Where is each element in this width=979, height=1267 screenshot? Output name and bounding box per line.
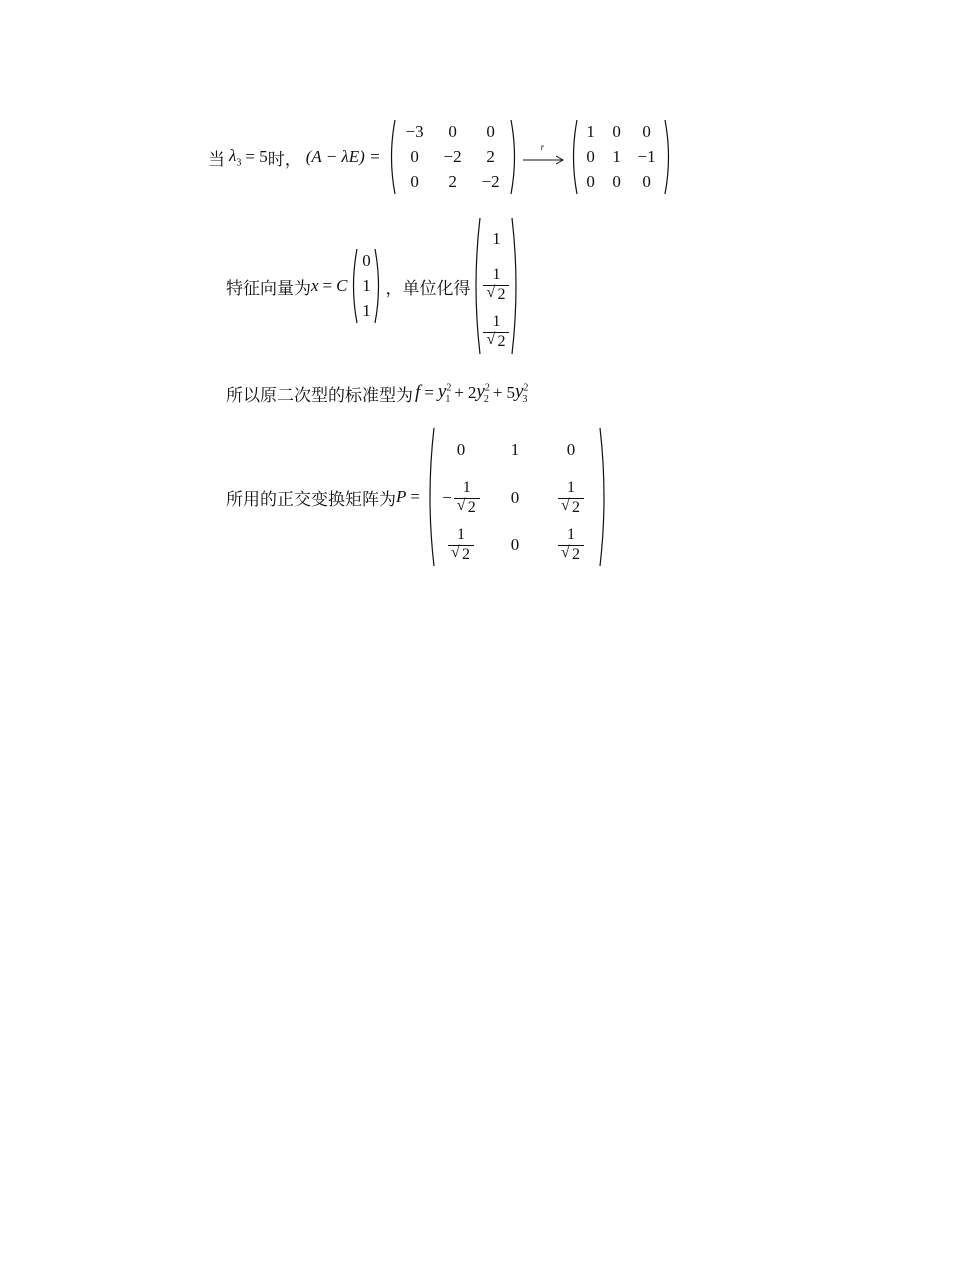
equals-sign: =: [424, 383, 434, 402]
term-y2: [476, 381, 488, 404]
orthogonal-matrix-line: [226, 426, 610, 568]
fraction-one-over-sqrt2: [558, 480, 584, 516]
matrix-cell: 0: [410, 146, 419, 166]
lambda-symbol: [229, 146, 241, 168]
subscript: 3: [522, 393, 528, 405]
matrix-cell: 0: [586, 171, 595, 191]
var-c: C: [336, 276, 348, 295]
matrix-cell: 0: [566, 440, 576, 459]
eigenvector-line: [226, 216, 522, 356]
fraction-denominator: [558, 545, 584, 563]
fraction-denominator: [558, 498, 584, 516]
unit-vector-cell: 1: [492, 229, 501, 248]
standard-form-line: [226, 380, 527, 406]
right-paren: [374, 248, 383, 324]
sqrt-symbol: [561, 499, 581, 516]
sqrt-radicand: 2: [571, 546, 580, 563]
matrix-cell: −2: [481, 171, 500, 191]
matrix-cell: 0: [642, 171, 651, 191]
fraction-one-over-sqrt2: [483, 314, 509, 350]
row-reduction-arrow-icon: [523, 142, 565, 163]
matrix-b-cells: [578, 119, 664, 195]
term-y1: [438, 381, 450, 404]
fraction-one-over-sqrt2: [448, 527, 474, 563]
vector-cell: 0: [362, 250, 371, 270]
matrix-cell: −1: [637, 146, 656, 166]
superscript: 2: [446, 382, 452, 394]
var-y: y: [514, 381, 524, 403]
standard-form-prefix: 所以原二次型的标准型为: [226, 385, 413, 405]
matrix-cell: 1: [510, 440, 520, 459]
minus-sign: −: [442, 488, 452, 507]
matrix-a-minus-lambda-e: [387, 119, 519, 195]
matrix-cell: 0: [486, 121, 495, 141]
fraction-numerator: 1: [492, 266, 501, 283]
matrix-cell: 2: [448, 171, 457, 191]
matrix-cell: 0: [642, 121, 651, 141]
left-paren: [387, 119, 396, 195]
equals-sign: =: [410, 487, 420, 506]
fraction-denominator: [454, 498, 480, 516]
fraction-denominator: [448, 545, 474, 563]
equals-sign: =: [322, 276, 333, 295]
left-paren: [349, 248, 358, 324]
fraction-numerator: 1: [566, 479, 575, 496]
coef-5: 5: [506, 383, 515, 402]
matrix-cell: 0: [612, 121, 621, 141]
fraction-denominator: [483, 285, 509, 303]
matrix-cell: 0: [510, 488, 520, 507]
matrix-cell: 0: [448, 121, 457, 141]
fraction-one-over-sqrt2: [454, 480, 480, 516]
var-y: y: [437, 381, 447, 403]
fraction-one-over-sqrt2: [483, 267, 509, 303]
matrix-cell: −3: [405, 121, 424, 141]
sqrt-symbol: [486, 286, 506, 303]
right-paren: [510, 119, 519, 195]
fraction-numerator: 1: [456, 526, 465, 543]
equals-five: = 5: [245, 147, 268, 166]
matrix-cell: 0: [410, 171, 419, 191]
sqrt-radicand: 2: [497, 333, 506, 350]
fraction-numerator: 1: [462, 479, 471, 496]
matrix-cell: 2: [486, 146, 495, 166]
sqrt-symbol: [451, 546, 471, 563]
unit-vector-cells: [481, 217, 511, 355]
normalize-text: ，单位化得: [385, 278, 471, 298]
var-p: P: [396, 487, 407, 506]
case-prefix: 当: [208, 149, 225, 169]
vector-cells: [358, 248, 374, 324]
right-paren: [664, 119, 673, 195]
eigenvector-column: [349, 248, 383, 324]
sqrt-symbol: [457, 499, 477, 516]
matrix-cell: 1: [586, 121, 595, 141]
sqrt-radicand: 2: [571, 499, 580, 516]
subscript: 2: [483, 393, 489, 405]
vector-cell: 1: [362, 300, 371, 320]
superscript: 2: [523, 382, 529, 394]
fraction-denominator: [483, 332, 509, 350]
var-y: y: [476, 381, 485, 403]
matrix-cell-neg-frac: [442, 480, 480, 516]
subscript: 1: [445, 393, 451, 405]
superscript: 2: [484, 382, 490, 394]
fraction-numerator: 1: [566, 526, 575, 543]
sqrt-radicand: 2: [461, 546, 470, 563]
eigenvector-prefix: 特征向量为: [226, 278, 311, 298]
lambda-subscript: 3: [236, 157, 242, 169]
plus-sign: +: [454, 383, 464, 402]
left-paren: [472, 217, 481, 355]
fraction-one-over-sqrt2: [558, 527, 584, 563]
sqrt-radicand: 2: [497, 286, 506, 303]
plus-sign: +: [492, 383, 503, 402]
unit-vector-column: [472, 217, 520, 355]
var-f: f: [415, 382, 421, 403]
term-y3: [515, 381, 527, 404]
arrow-label: r: [540, 142, 545, 152]
matrix-cell: 0: [456, 440, 466, 459]
coef-2: 2: [467, 383, 477, 402]
matrix-cell: 0: [612, 171, 621, 191]
left-paren: [569, 119, 578, 195]
sqrt-radicand: 2: [467, 499, 476, 516]
lambda-char: λ: [229, 145, 237, 165]
sqrt-symbol: [486, 333, 506, 350]
sqrt-symbol: [561, 546, 581, 563]
orthogonal-prefix: 所用的正交变换矩阵为: [226, 489, 396, 509]
var-x: x: [311, 276, 319, 295]
vector-cell: 1: [362, 275, 371, 295]
matrix-row-reduced: [569, 119, 673, 195]
right-paren: [511, 217, 520, 355]
eigen-case-lambda3-line: [208, 118, 675, 196]
right-paren: [599, 427, 608, 567]
case-suffix: 时，: [267, 149, 302, 169]
matrix-cell: 0: [510, 535, 520, 554]
fraction-numerator: 1: [492, 313, 501, 330]
matrix-cell: −2: [443, 146, 462, 166]
matrix-expression: (A − λE) =: [305, 147, 381, 166]
matrix-p-cells: [435, 427, 599, 567]
matrix-cell: 1: [612, 146, 621, 166]
left-paren: [426, 427, 435, 567]
matrix-a-cells: [396, 119, 510, 195]
orthogonal-matrix-p: [426, 427, 608, 567]
matrix-cell: 0: [586, 146, 595, 166]
